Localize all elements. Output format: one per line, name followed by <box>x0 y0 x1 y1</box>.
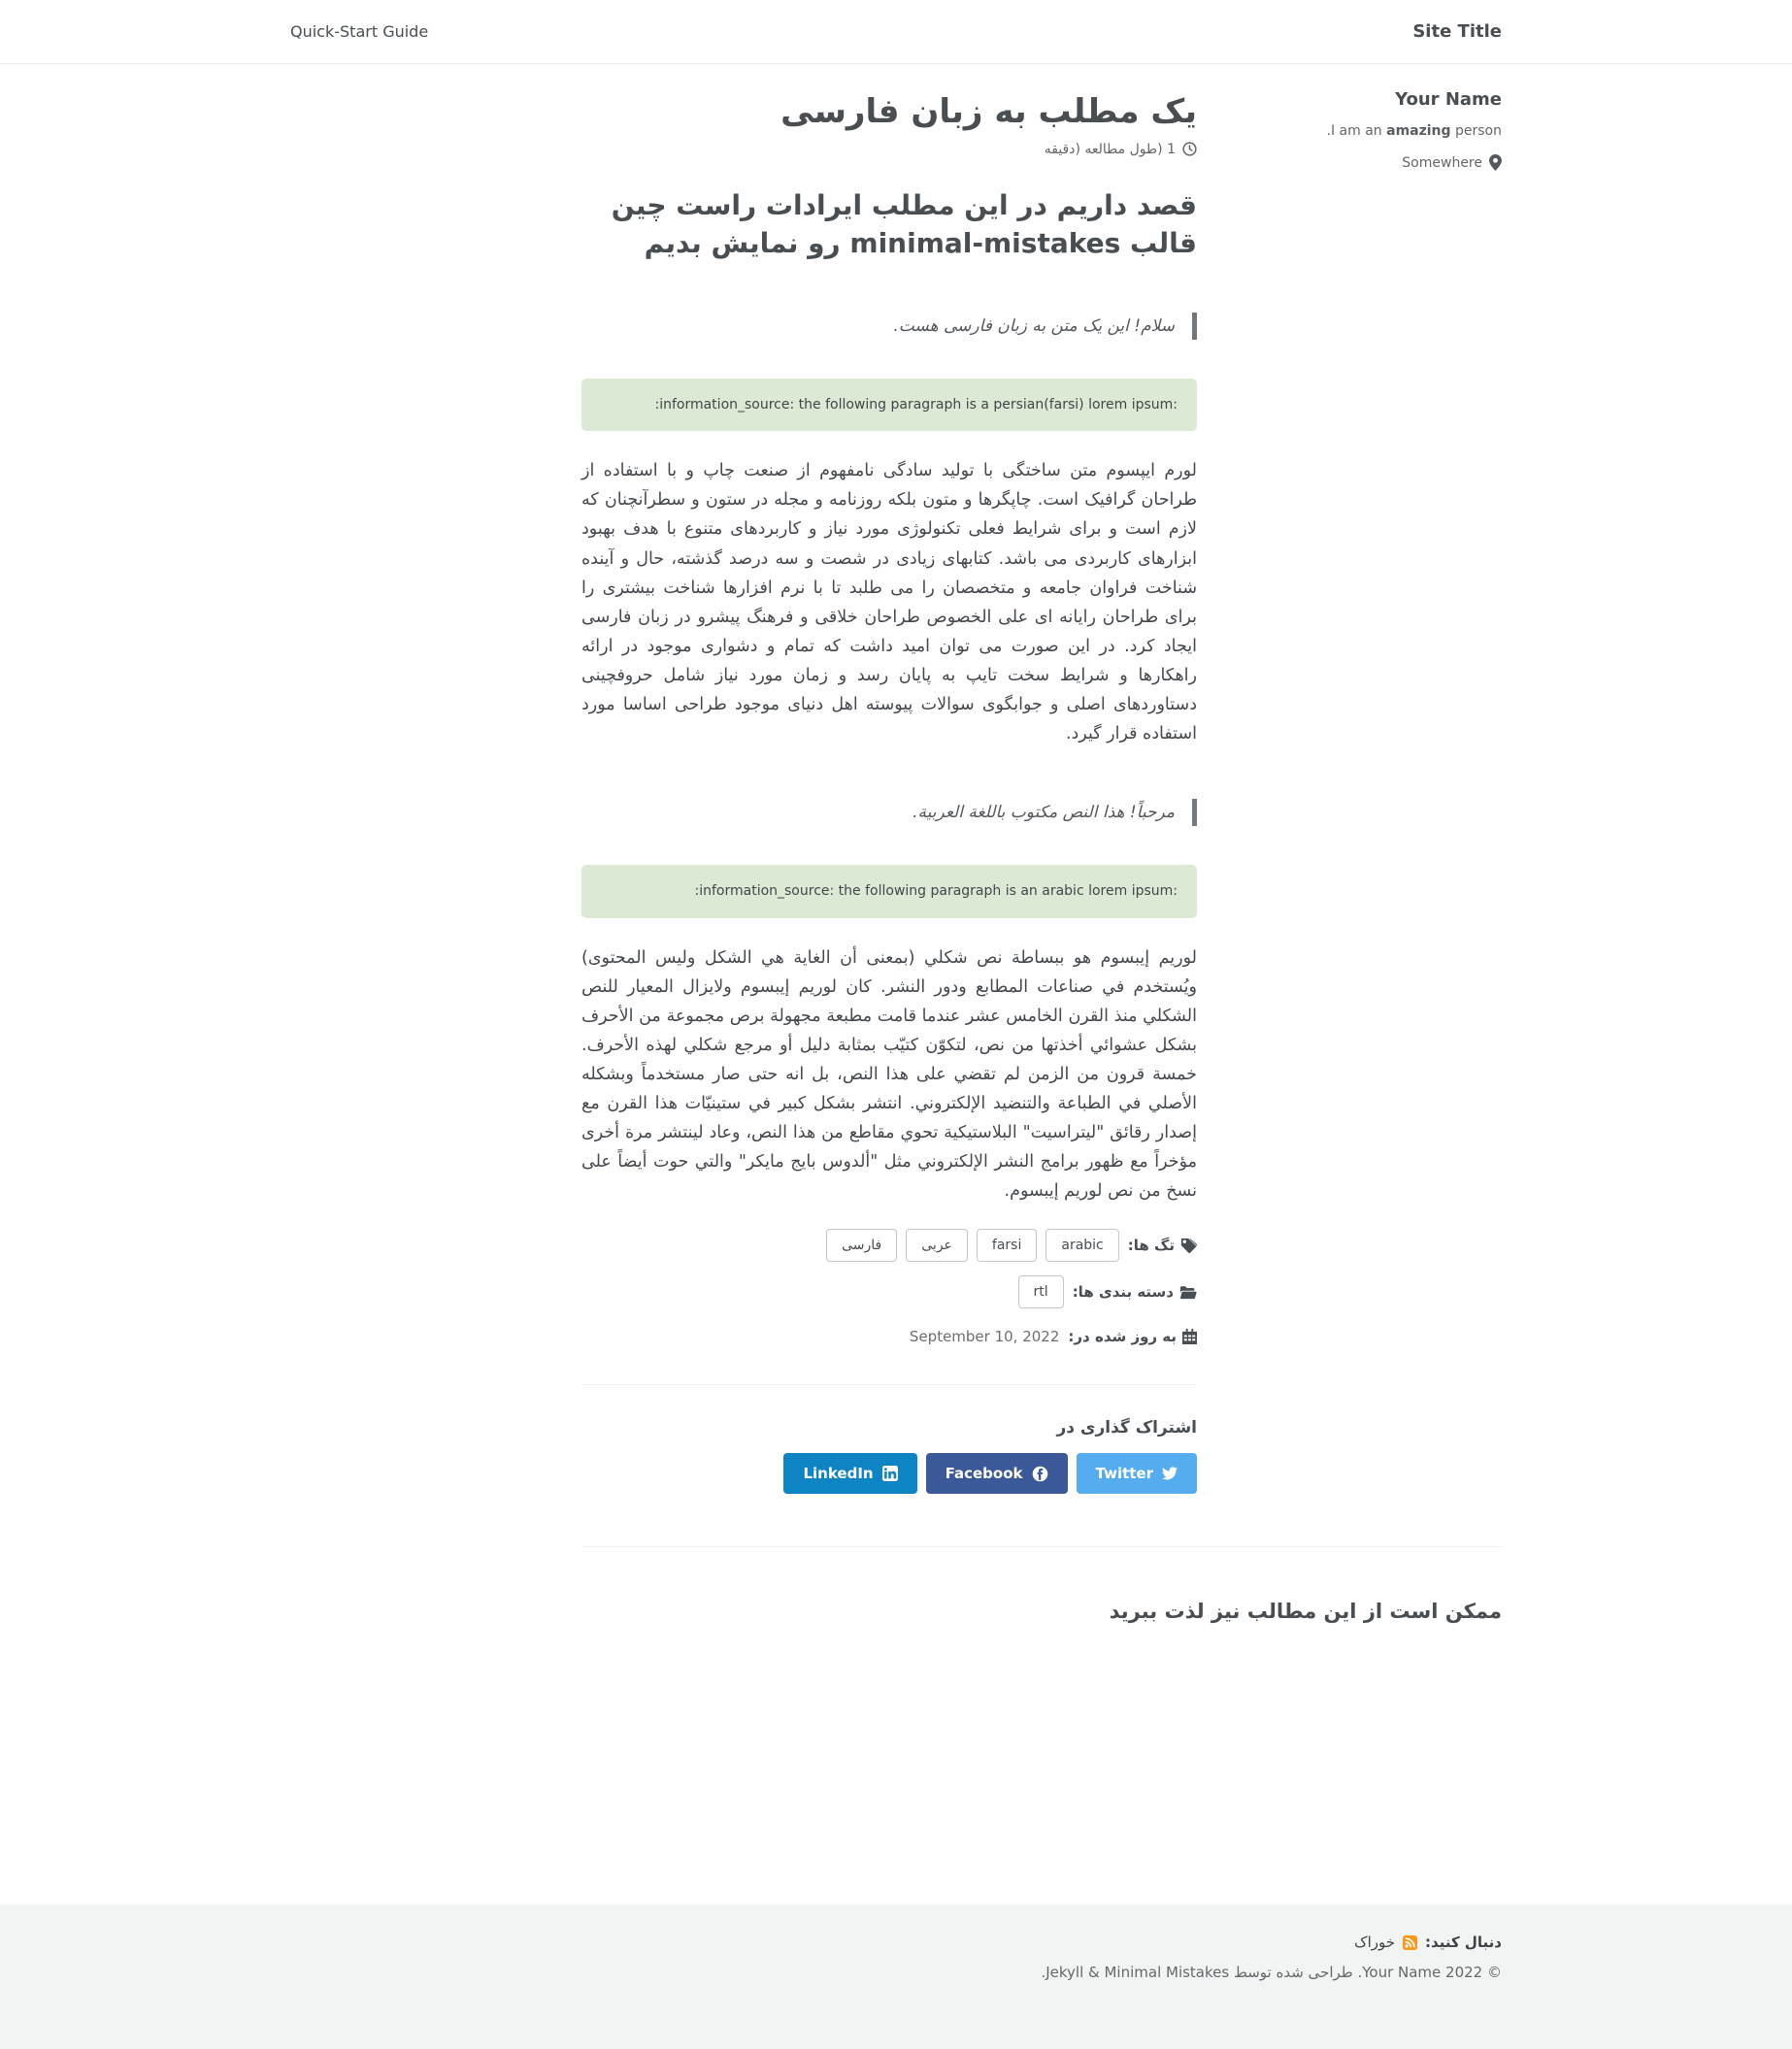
tags-row <box>581 1229 1197 1262</box>
calendar-icon <box>1182 1329 1197 1344</box>
updated-date: September 10, 2022 <box>909 1328 1060 1346</box>
twitter-icon <box>1162 1466 1178 1481</box>
location-pin-icon <box>1489 154 1502 171</box>
post-subtitle-heading: قصد داریم در این مطلب ایرادات راست چین قالب minimal-mistakes رو نمایش بدیم <box>611 188 1197 259</box>
farsi-lorem-paragraph: لورم ایپسوم متن ساختگی با تولید سادگی نامفهوم از صنعت چاپ و با استفاده از طراحان گرافیک است. چاپگرها و متون بلکه روزنامه و مجله در ستون و سطرآنچنان که لازم است و برای شرایط فعلی تکنولوژی مورد نیاز و کاربردهای متنوع با هدف بهبود ابزارهای کاربردی می باشد. کتابهای زیادی در شصت و سه درصد گذشته، حال و آینده شناخت فراوان جامعه و متخصصان را می طلبد تا با نرم افزارها شناخت بیشتری را برای طراحان رایانه ای علی الخصوص طراحان خلاقی و فرهنگ پیشرو در زبان فارسی ایجاد کرد. در این صورت می توان امید داشت که تمام و دشواری موجود در ارائه راهکارها و شرایط سخت تایپ به پایان رسد و زمان مورد نیاز شامل حروفچینی دستاوردهای اصلی و جوابگوی سوالات پیوسته اهل دنیای موجود طراحی اساسا مورد استفاده قرار گیرد. <box>581 461 1197 744</box>
farsi-blockquote: سلام! این یک متن به زبان فارسی هست. <box>581 313 1197 340</box>
share-linkedin-button[interactable]: LinkedIn <box>783 1453 916 1494</box>
related-heading: ممکن است از این مطالب نیز لذت ببرید <box>1109 1600 1502 1624</box>
folder-open-icon <box>1179 1285 1197 1300</box>
tag-button-arabic[interactable]: arabic <box>1045 1229 1118 1262</box>
arabic-blockquote: مرحباً! هذا النص مكتوب باللغة العربية. <box>581 799 1197 826</box>
read-time-label: 1 (طول مطالعه (دقیقه <box>1044 141 1176 157</box>
share-facebook-button[interactable]: Facebook <box>926 1453 1068 1494</box>
share-twitter-button[interactable]: Twitter <box>1077 1453 1198 1494</box>
footer-copyright: © Your Name 2022. طراحی شده توسط Jekyll & Minimal Mistakes. <box>1041 1964 1502 1981</box>
linkedin-icon <box>882 1466 898 1481</box>
site-title-link[interactable]: Site Title <box>1412 21 1502 42</box>
updated-row <box>581 1328 1197 1345</box>
nav-item-quick-start-guide[interactable]: Quick-Start Guide <box>290 22 429 41</box>
farsi-notice-box: :information_source: the following paragraph is a persian(farsi) lorem ipsum: <box>581 379 1197 431</box>
author-bio: I am an amazing person. <box>1326 123 1502 139</box>
categories-label: دسته بندی ها: <box>1073 1283 1197 1301</box>
article <box>581 64 1211 1494</box>
read-time <box>581 142 1197 157</box>
clock-icon <box>1182 142 1197 156</box>
arabic-notice-box: :information_source: the following paragraph is an arabic lorem ipsum: <box>581 865 1197 917</box>
follow-label: دنبال کنید: <box>1425 1933 1502 1951</box>
author-location-label: Somewhere <box>1402 154 1482 171</box>
author-name: Your Name <box>1395 89 1502 110</box>
tags-label: تگ ها: <box>1128 1237 1197 1254</box>
related-section <box>581 1546 1502 1623</box>
share-section <box>581 1384 1197 1494</box>
tags-icon <box>1180 1238 1197 1254</box>
page-title: یک مطلب به زبان فارسی <box>780 92 1197 131</box>
tag-button-farsi[interactable]: farsi <box>977 1229 1037 1262</box>
masthead <box>0 0 1792 64</box>
facebook-icon <box>1032 1466 1048 1482</box>
author-location <box>1211 154 1502 171</box>
share-heading: اشتراک گذاری در <box>1056 1418 1197 1438</box>
tag-button-farsi-fa[interactable]: فارسی <box>826 1229 897 1262</box>
footer-follow <box>290 1933 1502 1951</box>
updated-label: به روز شده در: <box>1068 1328 1197 1345</box>
author-profile-sidebar <box>1211 64 1502 171</box>
page-footer <box>0 1904 1792 2049</box>
arabic-lorem-paragraph: لوريم إيبسوم هو ببساطة نص شكلي (بمعنى أن الغاية هي الشكل وليس المحتوى) ويُستخدم في صناعات المطابع ودور النشر. كان لوريم إيبسوم ولايزال المعيار للنص الشكلي منذ القرن الخامس عشر عندما قامت مطبعة مجهولة برص مجموعة من الأحرف بشكل عشوائي أخذتها من نص، لتكوّن كتيّب بمثابة دليل أو مرجع شكلي لهذه الأحرف. خمسة قرون من الزمن لم تقضي على هذا النص، بل انه حتى صار مستخدماً وبشكله الأصلي في الطباعة والتنضيد الإلكتروني. انتشر بشكل كبير في ستينيّات هذا القرن مع إصدار رقائق "ليتراسيت" البلاستيكية تحوي مقاطع من هذا النص، وعاد لينتشر مرة أخرى مؤخراً مع ظهور برامج النشر الإلكتروني مثل "ألدوس بايج مايكر" والتي حوت أيضاً على نسخ من نص لوريم إيبسوم. <box>581 947 1197 1202</box>
category-button-rtl[interactable]: rtl <box>1018 1275 1064 1308</box>
tag-button-arabi[interactable]: عربی <box>906 1229 968 1262</box>
rss-feed-icon <box>1403 1935 1417 1950</box>
feed-link[interactable]: خوراک <box>1354 1933 1396 1951</box>
categories-row <box>581 1275 1197 1308</box>
main-content <box>275 64 1517 1623</box>
